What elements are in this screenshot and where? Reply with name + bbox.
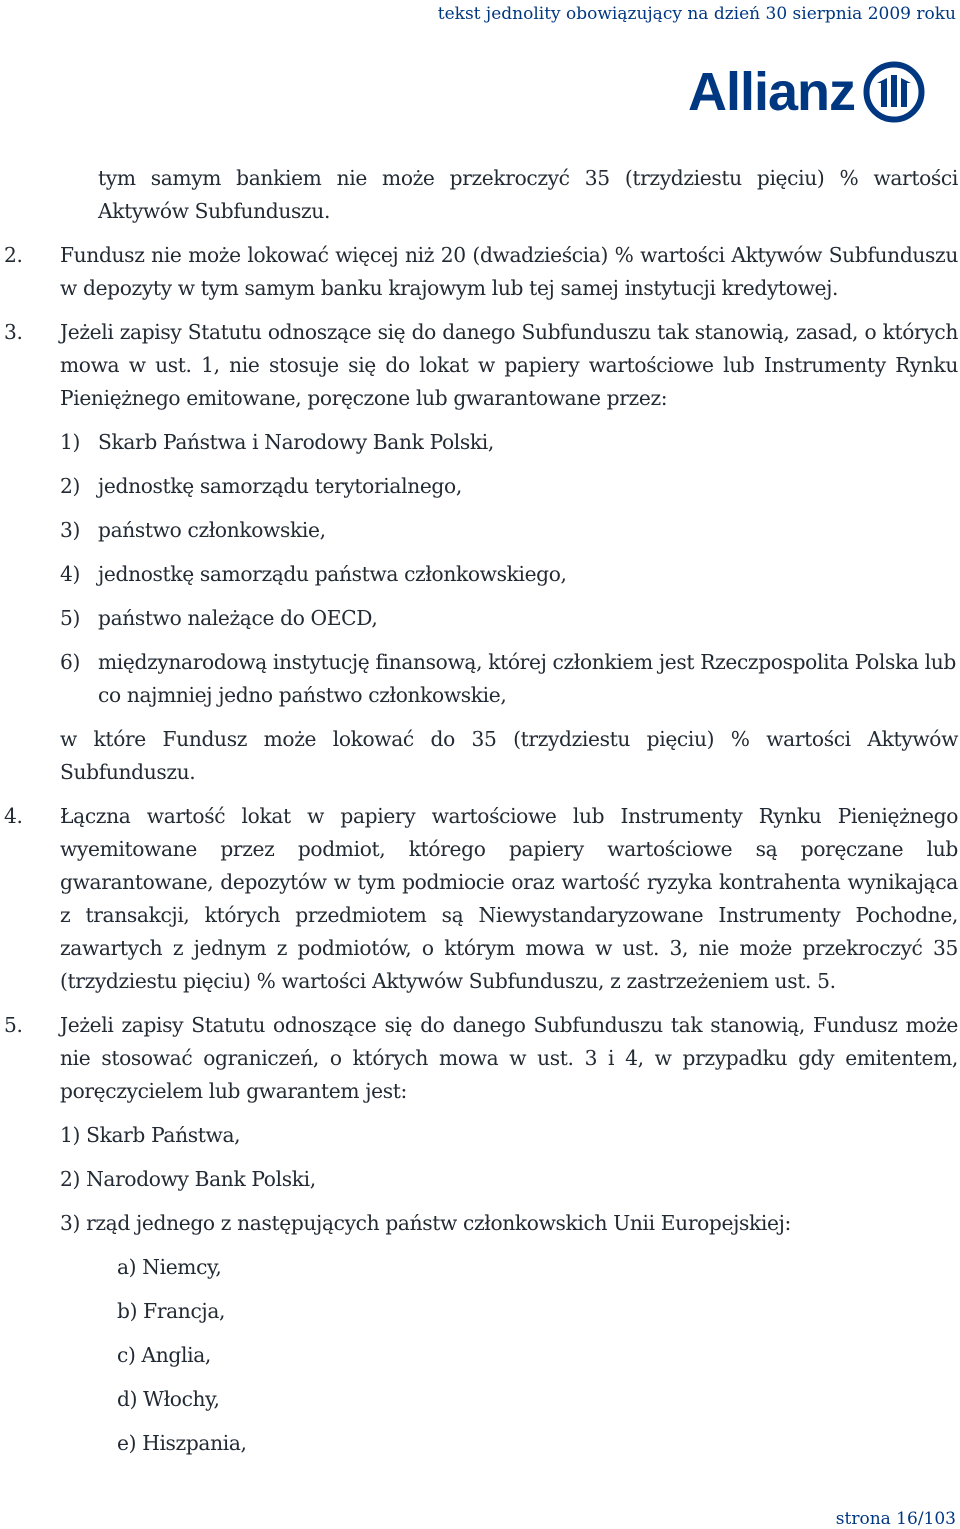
list-item-number: 4) (60, 562, 81, 586)
paragraph-text: Jeżeli zapisy Statutu odnoszące się do danego Subfunduszu tak stanowią, zasad, o których mowa w ust. 1, nie stosuje się do lokat w papiery wartościowe lub Instrumenty Rynku Pieniężnego emitowane, poręczone lub gwarantowane przez: (60, 320, 958, 410)
list-item (60, 514, 958, 547)
list-item-text: państwo członkowskie, (98, 518, 326, 542)
list-item-number: 1) (60, 430, 81, 454)
paragraph-text: Jeżeli zapisy Statutu odnoszące się do danego Subfunduszu tak stanowią, Fundusz może nie stosować ograniczeń, o których mowa w ust. 3 i 4, w przypadku gdy emitentem, poręczycielem lub gwarantem jest: (60, 1013, 958, 1103)
list-item: 1) Skarb Państwa, (60, 1123, 241, 1147)
paragraph-number: 2. (4, 243, 23, 267)
sub-list-item: e) Hiszpania, (117, 1431, 247, 1455)
document-header-note: tekst jednolity obowiązujący na dzień 30 sierpnia 2009 roku (437, 4, 956, 24)
sub-list-item: d) Włochy, (117, 1387, 220, 1411)
list-item-text: międzynarodową instytucję finansową, której członkiem jest Rzeczpospolita Polska lub co najmniej jedno państwo członkowskie, (98, 650, 956, 707)
document-body (0, 162, 958, 1460)
list-item-number: 6) (60, 650, 81, 674)
list-item-text: jednostkę samorządu państwa członkowskiego, (98, 562, 567, 586)
allianz-logo (688, 58, 925, 126)
paragraph-text: Fundusz nie może lokować więcej niż 20 (dwadzieścia) % wartości Aktywów Subfunduszu w depozyty w tym samym banku krajowym lub tej samej instytucji kredytowej. (60, 243, 958, 300)
list-item-number: 5) (60, 606, 81, 630)
paragraph-number: 3. (4, 320, 23, 344)
sub-list-item: a) Niemcy, (117, 1255, 222, 1279)
paragraph-number: 5. (4, 1013, 23, 1037)
paragraph-number: 4. (4, 804, 23, 828)
list-item-text: państwo należące do OECD, (98, 606, 378, 630)
list-item (60, 426, 958, 459)
paragraph-3 (0, 316, 958, 415)
logo-wordmark: Allianz (688, 62, 856, 122)
list-item-text: Skarb Państwa i Narodowy Bank Polski, (98, 430, 494, 454)
list-item (60, 646, 958, 712)
sub-list-item: b) Francja, (117, 1299, 226, 1323)
list-item-number: 2) (60, 474, 81, 498)
list-item (60, 602, 958, 635)
list-item-number: 3) (60, 518, 81, 542)
allianz-eagle-icon (863, 61, 925, 123)
sub-list-item: c) Anglia, (117, 1343, 211, 1367)
paragraph-closing: w które Fundusz może lokować do 35 (trzydziestu pięciu) % wartości Aktywów Subfunduszu. (60, 727, 958, 784)
paragraph-4 (0, 800, 958, 998)
paragraph-text: Łączna wartość lokat w papiery wartościowe lub Instrumenty Rynku Pieniężnego wyemitowane przez podmiot, którego papiery wartościowe są poręczane lub gwarantowane, depozytów w tym podmiocie oraz wartość ryzyka kontrahenta wynikająca z transakcji, których przedmiotem są Niewystandaryzowane Instrumenty Pochodne, zawartych z jednym z podmiotów, o którym mowa w ust. 3, nie może przekroczyć 35 (trzydziestu pięciu) % wartości Aktywów Subfunduszu, z zastrzeżeniem ust. 5. (60, 804, 958, 993)
paragraph-2 (0, 239, 958, 305)
paragraph-5 (0, 1009, 958, 1108)
list-item-text: jednostkę samorządu terytorialnego, (98, 474, 462, 498)
list-item (60, 558, 958, 591)
list-item (60, 470, 958, 503)
continuation-text: tym samym bankiem nie może przekroczyć 35 (trzydziestu pięciu) % wartości Aktywów Subfunduszu. (98, 166, 958, 223)
page-number: strona 16/103 (835, 1509, 956, 1529)
list-item: 2) Narodowy Bank Polski, (60, 1167, 316, 1191)
list-item: 3) rząd jednego z następujących państw członkowskich Unii Europejskiej: (60, 1211, 791, 1235)
